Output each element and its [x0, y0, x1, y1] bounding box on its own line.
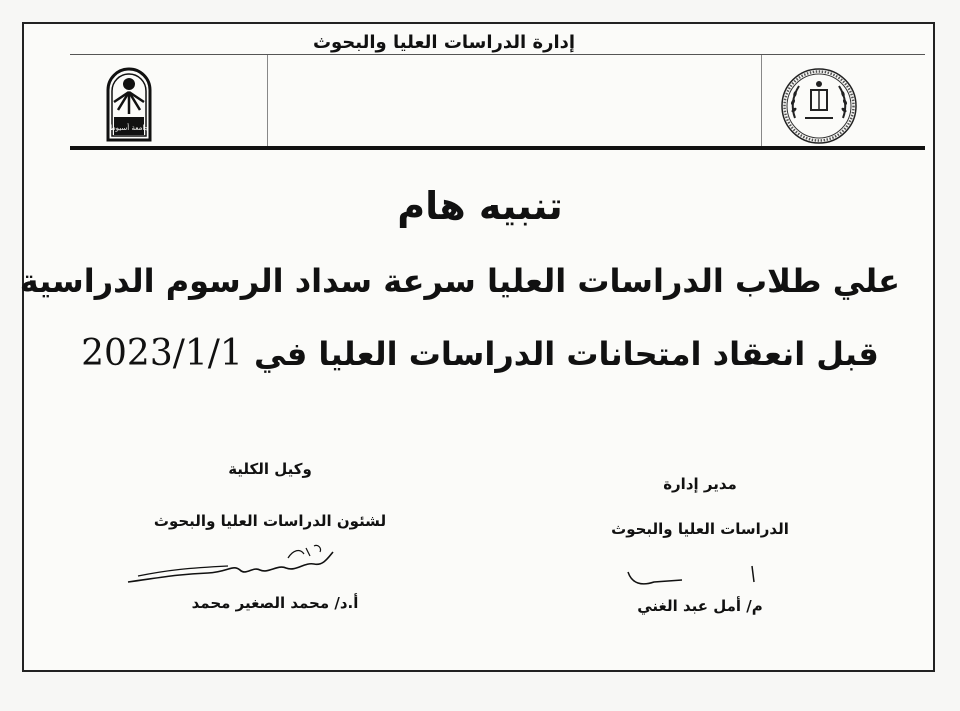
- header-title: إدارة الدراسات العليا والبحوث: [312, 32, 576, 53]
- vice-dean-title: [140, 460, 400, 478]
- vice-dean-signature: [118, 540, 343, 590]
- director-subtitle: [560, 520, 840, 538]
- vice-dean-subtitle: [100, 512, 440, 530]
- vice-dean-name-block: [150, 594, 400, 612]
- notice-line-2-text: قبل انعقاد امتحانات الدراسات العليا في: [253, 335, 879, 373]
- notice-title: تنبيه هام: [397, 184, 563, 228]
- director-name: م/ أمل عبد الغني: [637, 597, 763, 615]
- notice-line-1: علي طلاب الدراسات العليا سرعة سداد الرسوم الدراسية: [19, 262, 900, 300]
- vice-dean-title-2: لشئون الدراسات العليا والبحوث: [153, 512, 387, 530]
- director-signature: [620, 560, 770, 592]
- assiut-university-logo: [104, 62, 154, 142]
- director-title: [600, 475, 800, 493]
- vice-dean-name: أ.د/ محمد الصغير محمد: [191, 594, 359, 612]
- faculty-seal-logo: [775, 66, 863, 146]
- notice-line-2: [60, 333, 900, 374]
- director-title-1: مدير إدارة: [663, 475, 737, 493]
- header-divider: [761, 55, 762, 146]
- director-name-block: [590, 597, 810, 615]
- exam-date: 2023/1/1: [81, 333, 243, 374]
- director-title-2: الدراسات العليا والبحوث: [611, 520, 789, 538]
- vice-dean-title-1: وكيل الكلية: [228, 460, 312, 478]
- logo-text: جامعة أسيوط: [109, 124, 149, 132]
- header-divider: [267, 55, 268, 146]
